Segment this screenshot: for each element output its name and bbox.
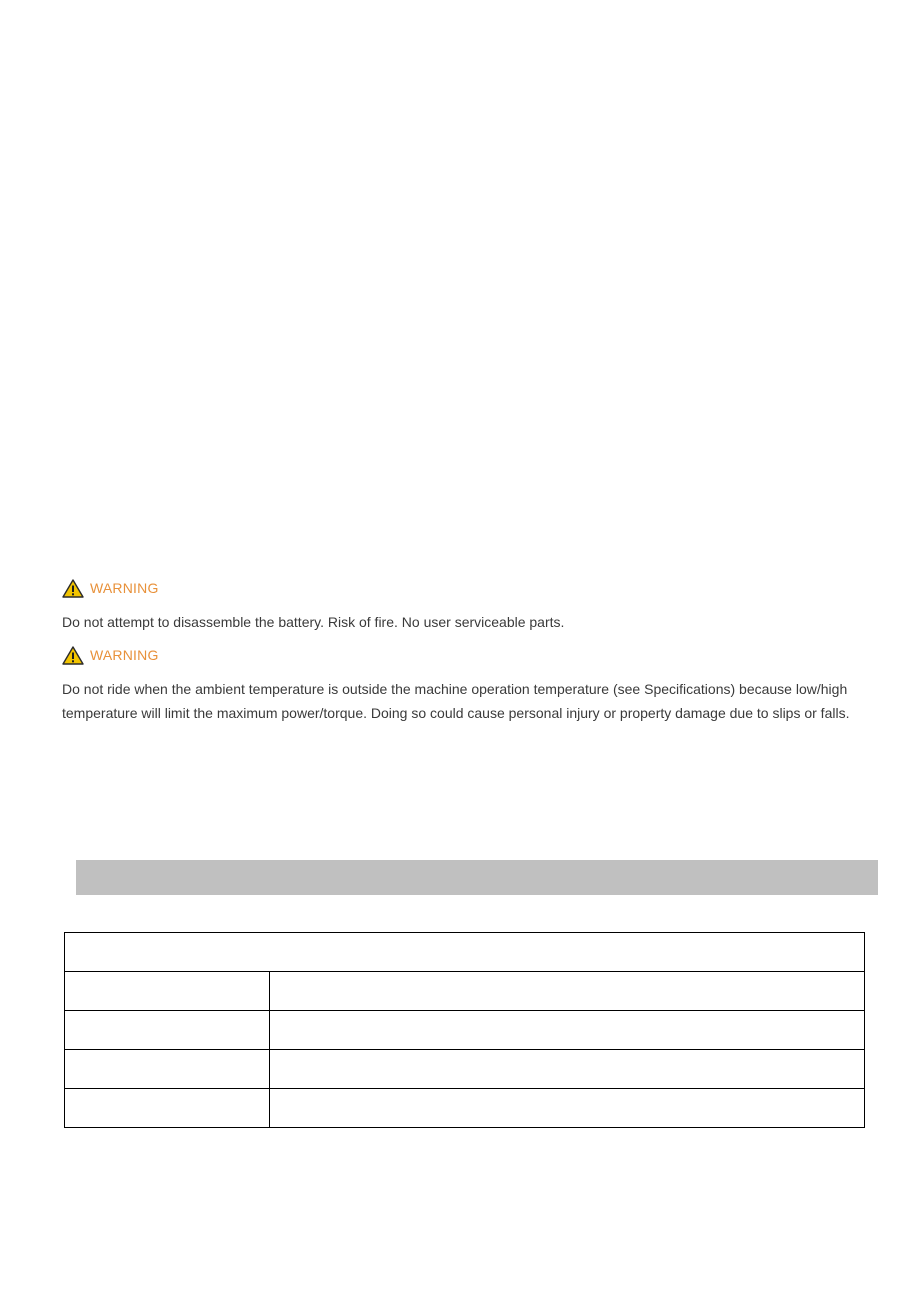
warning-heading: [62, 645, 892, 665]
table-label-cell: [65, 1089, 270, 1128]
table-row: [65, 1089, 865, 1128]
table-value-cell: [270, 1089, 865, 1128]
section-header-bar: [76, 860, 878, 895]
table-row: [65, 1011, 865, 1050]
warning-label: WARNING: [90, 647, 159, 663]
table-value-cell: [270, 972, 865, 1011]
table-value-cell: [270, 1050, 865, 1089]
table-label-cell: [65, 1011, 270, 1050]
table-label-cell: [65, 972, 270, 1011]
warning-text: Do not ride when the ambient temperature is outside the machine operation temperature (see Specifications) because low/high temperature will limit the maximum power/torque. Doing so could cause personal injury or property damage due to slips or falls.: [62, 681, 850, 721]
table-row: [65, 1050, 865, 1089]
table-header-row: [65, 933, 865, 972]
warning-block: [62, 578, 892, 634]
warning-triangle-icon: [62, 646, 84, 665]
specifications-table: [64, 932, 865, 1128]
warning-label: WARNING: [90, 580, 159, 596]
warning-text: Do not attempt to disassemble the battery. Risk of fire. No user serviceable parts.: [62, 614, 565, 630]
table-label-cell: [65, 1050, 270, 1089]
table-row: [65, 972, 865, 1011]
warning-triangle-icon: [62, 579, 84, 598]
warning-block: [62, 645, 892, 725]
table-header-cell: [65, 933, 865, 972]
table-value-cell: [270, 1011, 865, 1050]
warning-heading: [62, 578, 892, 598]
